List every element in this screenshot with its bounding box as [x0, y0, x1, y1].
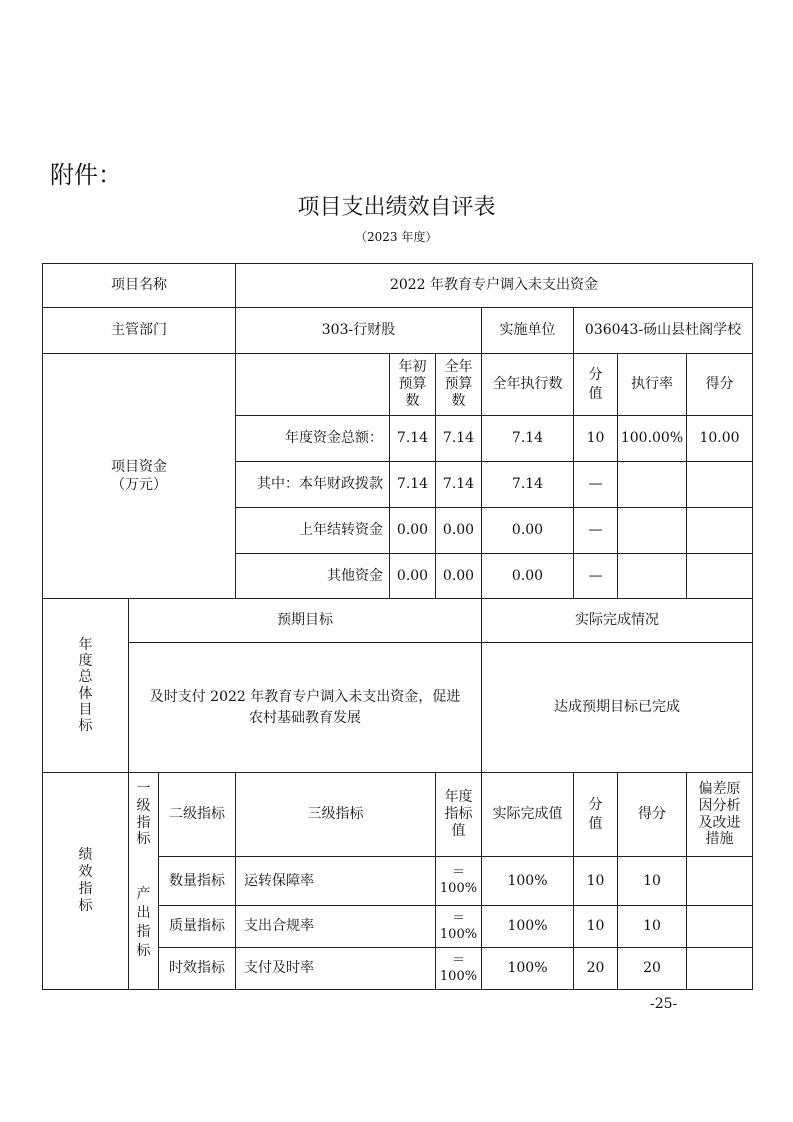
indicator-level3: 支付及时率 — [244, 960, 314, 977]
fund-row-full: 0.00 — [442, 522, 475, 539]
header-score — [574, 354, 617, 415]
fund-row-budget: 0.00 — [396, 567, 429, 584]
fund-row-rate — [618, 554, 686, 598]
level1-header-char: 级 — [136, 797, 151, 814]
header-full-budget-1: 全年 — [444, 359, 473, 376]
level1-header-char: 一 — [136, 780, 151, 797]
indicators-label — [43, 773, 128, 989]
expected-goal-line1: 及时支付 2022 年教育专户调入未支出资金，促进 — [149, 689, 461, 706]
indicator-level2: 质量指标 — [169, 918, 225, 935]
fund-row-label: 上年结转资金 — [299, 522, 383, 539]
indicator-got: 10 — [643, 872, 661, 889]
fund-row-label: 其他资金 — [327, 567, 383, 584]
form-title: 项目支出绩效自评表 — [297, 195, 496, 220]
reason-header-line: 因分析 — [698, 797, 741, 814]
indicator-target-op: ＝ — [451, 952, 465, 968]
header-executed: 全年执行数 — [492, 376, 563, 393]
indicator-score: 20 — [586, 960, 605, 977]
fund-row-got — [687, 462, 752, 507]
actual-status-header: 实际完成情况 — [575, 612, 659, 629]
indicator-got-header: 得分 — [638, 806, 666, 823]
goals-label-char: 总 — [78, 669, 93, 686]
unit-label: 实施单位 — [499, 322, 556, 339]
indicator-score-header — [574, 773, 617, 856]
fund-row-rate: 100.00% — [620, 430, 684, 447]
indicator-actual: 100% — [507, 960, 548, 977]
fund-row-executed: 7.14 — [511, 430, 544, 447]
reason-header-line: 及改进 — [698, 814, 741, 831]
fund-row-full: 7.14 — [442, 430, 475, 447]
level1-header — [129, 773, 158, 856]
fund-row-got: 10.00 — [699, 430, 740, 447]
level2-header: 二级指标 — [169, 806, 225, 823]
header-got: 得分 — [705, 376, 734, 393]
fund-row-got — [687, 554, 752, 598]
indicator-target-val: 100% — [439, 968, 478, 984]
funds-label — [43, 354, 235, 598]
fund-row-label: 年度资金总额： — [285, 430, 383, 447]
indicator-level2: 时效指标 — [169, 960, 225, 977]
fund-row-full: 7.14 — [442, 476, 475, 493]
header-initial-budget-1: 年初 — [398, 359, 427, 376]
indicator-target — [436, 857, 481, 905]
indicator-reason — [687, 857, 752, 905]
indicator-target-op: ＝ — [451, 910, 465, 926]
indicator-actual: 100% — [507, 918, 548, 935]
expected-goal-line2: 农村基础教育发展 — [249, 709, 361, 726]
indicators-label-char: 标 — [78, 897, 93, 914]
target-header-line: 年度 — [444, 789, 473, 806]
indicator-target — [436, 948, 481, 989]
fund-row-budget: 7.14 — [396, 430, 429, 447]
goals-label-char: 目 — [78, 701, 93, 718]
goals-label-char: 年 — [78, 637, 93, 654]
header-initial-budget-3: 数 — [405, 392, 420, 409]
fund-row-score: 10 — [586, 430, 605, 447]
indicator-target-op: ＝ — [451, 864, 465, 880]
project-name-label: 项目名称 — [111, 277, 167, 294]
attachment-label: 附件： — [50, 161, 122, 189]
indicators-label-char: 绩 — [78, 847, 93, 864]
header-initial-budget — [390, 354, 435, 415]
fund-row-executed: 0.00 — [511, 522, 544, 539]
fund-row-budget: 0.00 — [396, 522, 429, 539]
indicator-level3: 运转保障率 — [244, 872, 314, 889]
expected-goal-header: 预期目标 — [277, 612, 333, 629]
goals-label-char: 体 — [78, 685, 93, 702]
target-header-line: 值 — [451, 822, 466, 839]
output-indicator-char: 出 — [136, 905, 151, 922]
indicator-level3: 支出合规率 — [244, 918, 314, 935]
indicator-level2: 数量指标 — [169, 872, 225, 889]
level3-header: 三级指标 — [307, 806, 364, 823]
goals-label-char: 度 — [78, 653, 93, 670]
target-header-line: 指标 — [444, 806, 473, 823]
output-indicator-label — [129, 857, 158, 989]
fund-row-score: — — [588, 567, 603, 584]
indicator-score-header-char: 分 — [588, 797, 603, 814]
goals-label — [43, 599, 128, 772]
indicator-target — [436, 906, 481, 947]
funds-label-line2: （万元） — [111, 477, 167, 493]
dept-label: 主管部门 — [111, 322, 167, 339]
indicator-score: 10 — [586, 872, 605, 889]
level1-header-char: 标 — [136, 831, 151, 848]
output-indicator-char: 指 — [136, 924, 151, 940]
fund-row-executed: 7.14 — [511, 476, 544, 493]
header-rate: 执行率 — [631, 376, 673, 393]
fund-row-executed: 0.00 — [511, 567, 544, 584]
page-number: -25- — [650, 996, 678, 1012]
level1-header-char: 指 — [136, 814, 151, 831]
actual-status-text: 达成预期目标已完成 — [554, 699, 680, 716]
project-name-value: 2022 年教育专户调入未支出资金 — [389, 277, 599, 294]
form-year: （2023 年度） — [355, 230, 438, 244]
target-header — [436, 773, 481, 856]
fund-row-rate — [618, 462, 686, 507]
indicator-actual: 100% — [507, 872, 548, 889]
header-full-budget — [436, 354, 481, 415]
reason-header — [687, 773, 752, 856]
indicator-target-val: 100% — [439, 926, 478, 942]
indicator-reason — [687, 948, 752, 989]
indicator-score: 10 — [586, 918, 605, 935]
header-score-2: 值 — [588, 385, 603, 402]
indicator-got: 20 — [643, 960, 661, 977]
fund-row-budget: 7.14 — [396, 476, 429, 493]
header-full-budget-3: 数 — [451, 392, 466, 409]
expected-goal-text — [129, 643, 481, 772]
funds-label-line1: 项目资金 — [111, 458, 167, 475]
indicators-label-char: 指 — [78, 881, 93, 897]
indicator-got: 10 — [643, 918, 661, 935]
output-indicator-char: 标 — [136, 942, 151, 959]
reason-header-line: 偏差原 — [698, 780, 741, 797]
indicator-target-val: 100% — [439, 881, 478, 896]
unit-value: 036043-砀山县杜阁学校 — [584, 322, 742, 339]
indicators-label-char: 效 — [78, 864, 93, 881]
fund-row-rate — [618, 508, 686, 553]
fund-row-got — [687, 508, 752, 553]
indicator-reason — [687, 906, 752, 947]
output-indicator-char: 产 — [136, 886, 151, 903]
indicator-score-header-char: 值 — [588, 815, 603, 832]
header-initial-budget-2: 预算 — [398, 376, 427, 393]
fund-row-score: — — [588, 522, 603, 539]
fund-row-score: — — [588, 476, 603, 493]
header-full-budget-2: 预算 — [444, 376, 473, 393]
reason-header-line: 措施 — [705, 831, 734, 848]
dept-value: 303-行财股 — [321, 322, 396, 339]
fund-row-label: 其中：本年财政拨款 — [257, 476, 383, 493]
header-score-1: 分 — [588, 367, 603, 384]
actual-value-header: 实际完成值 — [492, 806, 563, 823]
fund-row-full: 0.00 — [442, 567, 475, 584]
goals-label-char: 标 — [78, 717, 93, 734]
